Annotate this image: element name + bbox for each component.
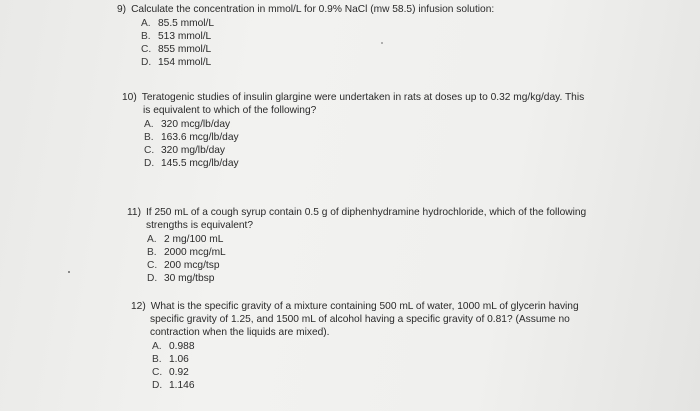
option-text: 200 mcg/tsp [164,260,220,271]
option-a[interactable] [141,17,494,30]
option-letter: B. [147,247,157,258]
question-11-options [147,233,586,285]
question-line: What is the specific gravity of a mixture containing 500 mL of water, 1000 mL of glycerin having [150,301,579,312]
question-line: is equivalent to which of the following? [143,105,317,116]
question-line: Teratogenic studies of insulin glargine were undertaken in rats at doses up to 0.32 mg/kg/day. This [141,92,585,103]
option-letter: A. [141,18,151,29]
option-text: 513 mmol/L [158,31,212,42]
option-text: 320 mcg/lb/day [161,119,231,130]
option-letter: B. [144,132,154,143]
question-line: strengths is equivalent? [146,220,254,231]
option-letter: C. [141,44,152,55]
option-text: 0.92 [169,367,189,378]
question-line: contraction when the liquids are mixed). [150,327,330,338]
stray-dot [381,42,383,44]
stray-dot [68,271,70,273]
option-b[interactable] [147,246,586,259]
question-12-options [152,340,579,392]
option-b[interactable] [152,353,579,366]
option-text: 2 mg/100 mL [164,234,224,245]
option-d[interactable] [144,157,584,170]
option-c[interactable] [152,366,579,379]
question-10-prompt [122,91,584,104]
question-9-prompt [117,3,494,16]
option-c[interactable] [141,43,494,56]
option-d[interactable] [141,56,494,69]
question-10-options [144,118,584,170]
option-text: 2000 mcg/mL [164,247,226,258]
option-text: 855 mmol/L [158,44,212,55]
question-number: 9) [117,4,127,15]
option-letter: C. [144,145,155,156]
question-number: 12) [131,301,146,312]
option-text: 154 mmol/L [158,57,212,68]
option-letter: B. [152,354,162,365]
option-text: 145.5 mcg/lb/day [161,158,239,169]
question-number: 11) [127,207,141,218]
option-text: 0.988 [169,341,195,352]
option-text: 320 mg/lb/day [161,145,225,156]
option-letter: A. [144,119,154,130]
option-letter: C. [147,260,158,271]
option-a[interactable] [152,340,579,353]
option-letter: B. [141,31,151,42]
question-9-options [141,17,494,69]
question-11-prompt [127,206,586,219]
option-d[interactable] [152,379,579,392]
option-letter: A. [152,341,162,352]
option-text: 163.6 mcg/lb/day [161,132,239,143]
question-12-prompt [131,300,579,313]
option-b[interactable] [141,30,494,43]
option-d[interactable] [147,272,586,285]
question-12 [131,300,579,392]
question-number: 10) [122,92,137,103]
option-c[interactable] [147,259,586,272]
option-c[interactable] [144,144,584,157]
option-letter: D. [141,57,152,68]
option-text: 1.146 [169,380,195,391]
question-line: If 250 mL of a cough syrup contain 0.5 g of diphenhydramine hydrochloride, which of the following [145,207,587,218]
option-letter: C. [152,367,163,378]
option-text: 85.5 mmol/L [158,18,215,29]
option-letter: D. [147,273,158,284]
option-letter: A. [147,234,157,245]
option-text: 1.06 [169,354,189,365]
option-a[interactable] [144,118,584,131]
option-text: 30 mg/tbsp [164,273,215,284]
option-letter: D. [144,158,155,169]
option-letter: D. [152,380,163,391]
question-10 [122,91,584,170]
question-line: Calculate the concentration in mmol/L for 0.9% NaCl (mw 58.5) infusion solution: [131,4,495,15]
question-9 [117,3,494,69]
option-a[interactable] [147,233,586,246]
question-11 [127,206,586,285]
question-line: specific gravity of 1.25, and 1500 mL of alcohol having a specific gravity of 0.81? (Assume no [150,314,570,325]
option-b[interactable] [144,131,584,144]
